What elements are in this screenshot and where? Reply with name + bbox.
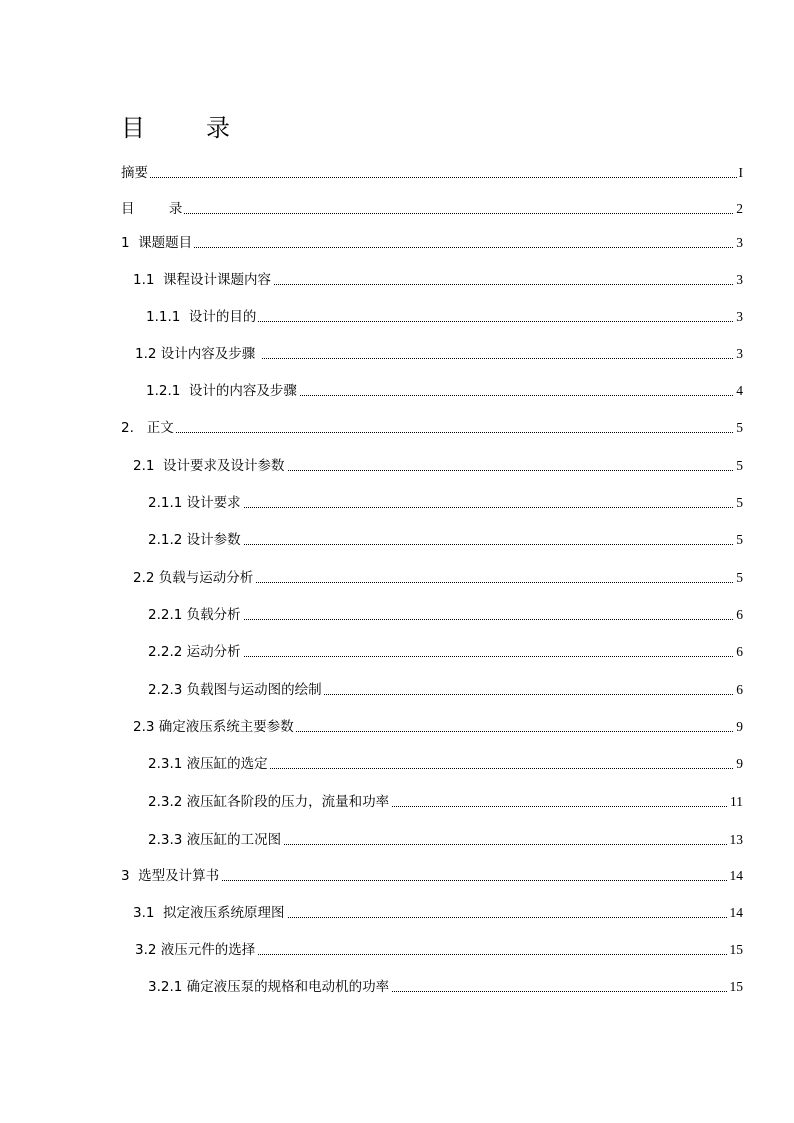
- toc-dot-leader: [121, 432, 743, 433]
- toc-entry[interactable]: [0, 754, 794, 774]
- toc-entry[interactable]: [0, 903, 794, 923]
- toc-entry-title: 2.3.3 液压缸的工况图: [148, 832, 282, 848]
- toc-entry-page-number: 13: [728, 830, 744, 850]
- toc-entry-page-number: 14: [728, 866, 744, 886]
- toc-entry-page-number: 6: [734, 605, 743, 625]
- toc-entry-page-number: 6: [734, 642, 743, 662]
- toc-entry[interactable]: [0, 568, 794, 588]
- toc-entry[interactable]: [0, 270, 794, 290]
- toc-entry[interactable]: [0, 344, 794, 364]
- toc-entry-title: 1 课题题目: [121, 235, 193, 251]
- toc-entry[interactable]: [0, 717, 794, 737]
- toc-entry-page-number: 5: [734, 456, 743, 476]
- toc-entry-page-number: 3: [734, 344, 743, 364]
- toc-entry-page-number: 5: [734, 493, 743, 513]
- toc-entry[interactable]: [0, 605, 794, 625]
- toc-entry-title: 1.1.1 设计的目的: [146, 309, 257, 325]
- toc-entry[interactable]: [0, 680, 794, 700]
- toc-entry-title: 2.1 设计要求及设计参数: [133, 458, 285, 474]
- toc-entry[interactable]: [0, 530, 794, 550]
- toc-entry-page-number: 15: [728, 940, 744, 960]
- toc-entry[interactable]: [0, 418, 794, 438]
- toc-entry-title: 2.2.1 负载分析: [148, 607, 241, 623]
- toc-entry[interactable]: [0, 199, 794, 219]
- toc-entry[interactable]: [0, 642, 794, 662]
- toc-entry-title: 3.2.1 确定液压泵的规格和电动机的功率: [148, 979, 390, 995]
- toc-entry-page-number: 3: [734, 270, 743, 290]
- toc-entry-title: 2.1.2 设计参数: [148, 532, 241, 548]
- toc-entry-page-number: 14: [728, 903, 744, 923]
- toc-heading: 目 录: [121, 114, 231, 142]
- toc-entry-title: 2.2 负载与运动分析: [133, 570, 254, 586]
- toc-entry-page-number: 3: [734, 307, 743, 327]
- toc-entry-title: 2.3 确定液压系统主要参数: [133, 719, 294, 735]
- toc-entry-title: 目 录: [121, 201, 183, 217]
- toc-entry[interactable]: [0, 456, 794, 476]
- toc-entry-title: 2.2.3 负载图与运动图的绘制: [148, 682, 322, 698]
- toc-dot-leader: [121, 247, 743, 248]
- toc-entry-page-number: 11: [728, 792, 743, 812]
- toc-entry[interactable]: [0, 792, 794, 812]
- toc-entry[interactable]: [0, 307, 794, 327]
- toc-entry-page-number: 5: [734, 530, 743, 550]
- toc-entry-title: 2. 正文: [121, 420, 174, 436]
- toc-entry[interactable]: [0, 493, 794, 513]
- toc-entry-title: 2.3.1 液压缸的选定: [148, 756, 268, 772]
- toc-entry-page-number: 9: [734, 717, 743, 737]
- toc-entry-page-number: 6: [734, 680, 743, 700]
- toc-entry-title: 2.2.2 运动分析: [148, 644, 241, 660]
- toc-entry-title: 2.3.2 液压缸各阶段的压力，流量和功率: [148, 794, 390, 810]
- toc-entry[interactable]: [0, 163, 794, 183]
- toc-entry[interactable]: [0, 381, 794, 401]
- toc-entry[interactable]: [0, 977, 794, 997]
- toc-entry-page-number: 5: [734, 418, 743, 438]
- toc-entry[interactable]: [0, 830, 794, 850]
- toc-entry-page-number: 9: [734, 754, 743, 774]
- toc-entry[interactable]: [0, 233, 794, 253]
- toc-entry-page-number: 3: [734, 233, 743, 253]
- toc-dot-leader: [121, 213, 743, 214]
- toc-entry-title: 1.2 设计内容及步骤: [135, 346, 260, 362]
- toc-entry-title: 3 选型及计算书: [121, 868, 220, 884]
- toc-entry-title: 3.1 拟定液压系统原理图: [133, 905, 285, 921]
- toc-entry-page-number: I: [737, 163, 744, 183]
- toc-entry-title: 1.2.1 设计的内容及步骤: [146, 383, 297, 399]
- toc-entry-title: 3.2 液压元件的选择: [135, 942, 256, 958]
- toc-entry-page-number: 15: [728, 977, 744, 997]
- toc-entry[interactable]: [0, 940, 794, 960]
- toc-entry-title: 摘要: [121, 165, 148, 181]
- toc-entry-title: 2.1.1 设计要求: [148, 495, 241, 511]
- toc-entry-page-number: 4: [734, 381, 743, 401]
- toc-entry-page-number: 2: [734, 199, 743, 219]
- toc-entry-page-number: 5: [734, 568, 743, 588]
- toc-entry-title: 1.1 课程设计课题内容: [133, 272, 272, 288]
- toc-entry[interactable]: [0, 866, 794, 886]
- toc-dot-leader: [121, 177, 743, 178]
